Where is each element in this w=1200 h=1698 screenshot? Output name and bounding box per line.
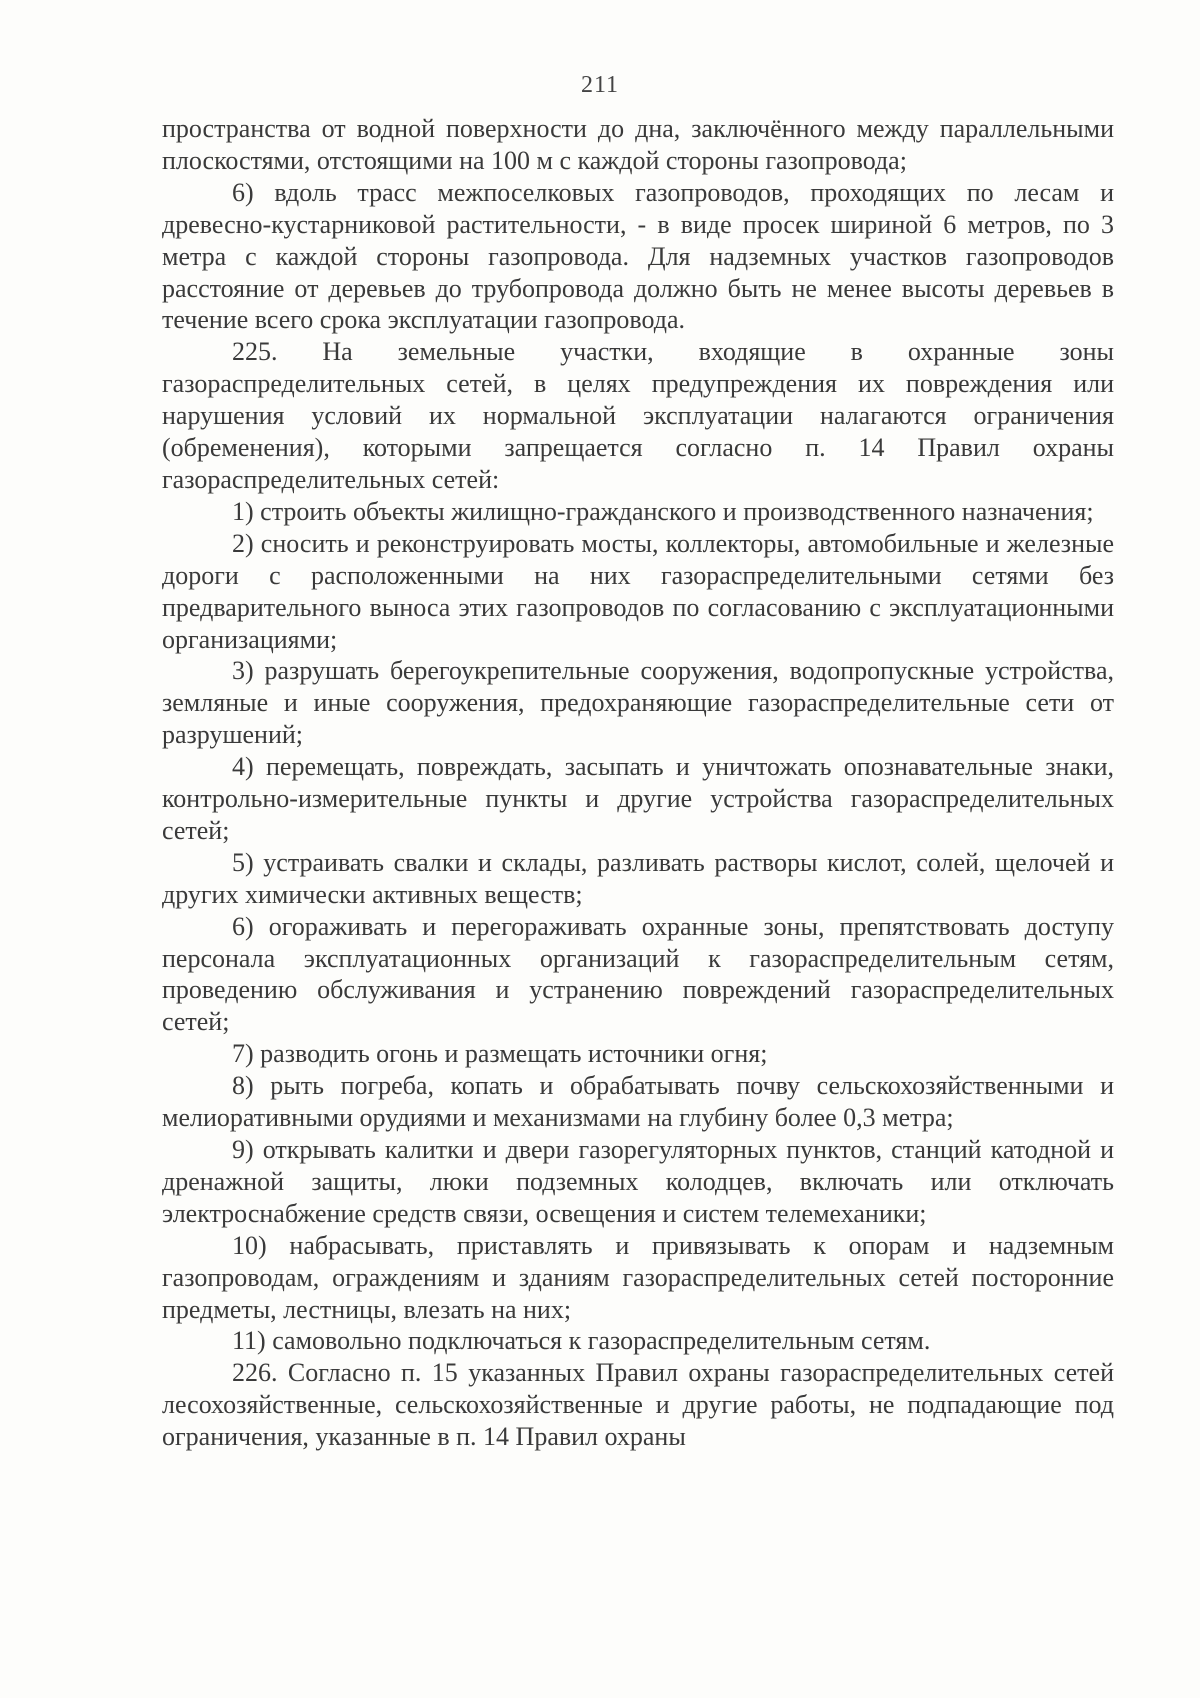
document-body <box>162 113 1114 1453</box>
list-item-11: 11) самовольно подключаться к газораспределительным сетям. <box>232 1326 931 1356</box>
list-item-9: 9) открывать калитки и двери газорегуляторных пунктов, станций катодной и дренажной защиты, люки подземных колодцев, включать или отключать электроснабжение средств связи, освещения и систем телемеханики; <box>162 1135 1114 1228</box>
list-item-2: 2) сносить и реконструировать мосты, коллекторы, автомобильные и железные дороги с расположенными на них газораспределительными сетями без предварительного выноса этих газопроводов по согласованию с эксплуатационными организациями; <box>162 528 1114 654</box>
paragraph-item-6: 6) вдоль трасс межпоселковых газопроводов, проходящих по лесам и древесно-кустарниковой растительности, - в виде просек шириной 6 метров, по 3 метра с каждой стороны газопровода. Для надземных участков газопроводов расстояние от деревьев до трубопровода должно быть не менее высоты деревьев в течение всего срока эксплуатации газопровода. <box>162 177 1114 335</box>
paragraph-225: 225. На земельные участки, входящие в охранные зоны газораспределительных сетей, в целях предупреждения их повреждения или нарушения условий их нормальной эксплуатации налагаются ограничения (обременения), которыми запрещается согласно п. 14 Правил охраны газораспределительных сетей: <box>162 337 1114 494</box>
list-item-10: 10) набрасывать, приставлять и привязывать к опорам и надземным газопроводам, ограждениям и зданиям газораспределительных сетей посторонние предметы, лестницы, влезать на них; <box>162 1230 1114 1324</box>
list-item-5: 5) устраивать свалки и склады, разливать растворы кислот, солей, щелочей и других химически активных веществ; <box>162 847 1114 909</box>
page-number: 211 <box>580 72 620 98</box>
list-item-1: 1) строить объекты жилищно-гражданского и производственного назначения; <box>232 496 1094 526</box>
list-item-3: 3) разрушать берегоукрепительные сооружения, водопропускные устройства, земляные и иные сооружения, предохраняющие газораспределительные сети от разрушений; <box>162 656 1114 750</box>
paragraph-226: 226. Согласно п. 15 указанных Правил охраны газораспределительных сетей лесохозяйственные, сельскохозяйственные и другие работы, не подпадающие под ограничения, указанные в п. 14 Правил охраны <box>162 1358 1114 1452</box>
list-item-7: 7) разводить огонь и размещать источники огня; <box>232 1039 768 1069</box>
paragraph-continued: пространства от водной поверхности до дна, заключённого между параллельными плоскостями, отстоящими на 100 м с каждой стороны газопровода; <box>162 114 1114 175</box>
list-item-4: 4) перемещать, повреждать, засыпать и уничтожать опознавательные знаки, контрольно-измерительные пункты и другие устройства газораспределительных сетей; <box>162 752 1114 845</box>
list-item-8: 8) рыть погреба, копать и обрабатывать почву сельскохозяйственными и мелиоративными орудиями и механизмами на глубину более 0,3 метра; <box>162 1071 1114 1133</box>
list-item-6: 6) огораживать и перегораживать охранные зоны, препятствовать доступу персонала эксплуатационных организаций к газораспределительным сетям, проведению обслуживания и устранению повреждений газораспределительных сетей; <box>162 911 1114 1037</box>
